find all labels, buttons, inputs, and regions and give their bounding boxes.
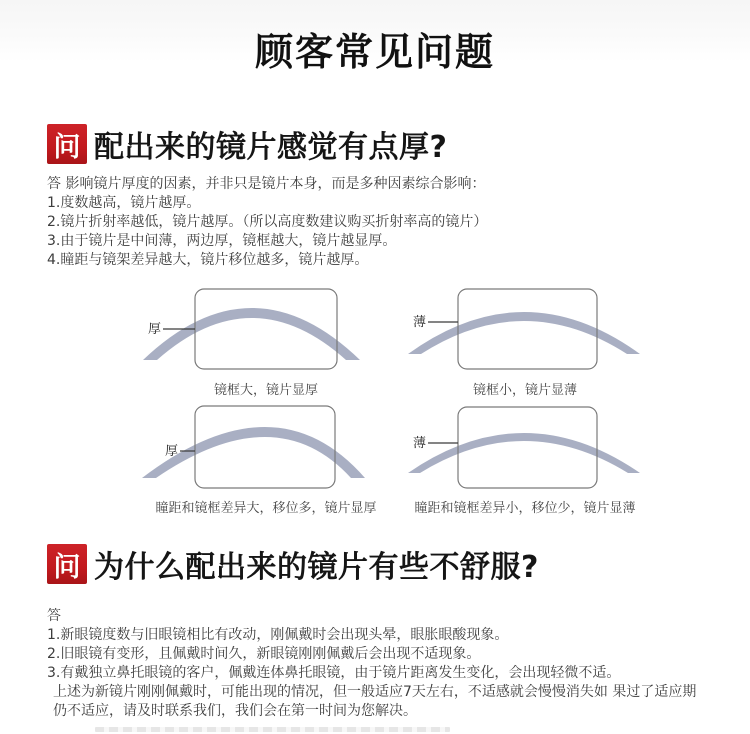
thickness-label: 薄	[413, 436, 427, 451]
diagram-large-frame	[130, 286, 380, 398]
question-1-row	[47, 122, 750, 166]
thickness-label: 厚	[148, 322, 162, 337]
question-2-title: 为什么配出来的镜片有些不舒服?	[94, 550, 539, 585]
answer-1-intro: 答 影响镜片厚度的因素，并非只是镜片本身，而是多种因素综合影响：	[47, 176, 486, 192]
answer-2-item: 1.新眼镜度数与旧眼镜相比有改动，刚佩戴时会出现头晕，眼胀眼酸现象。	[47, 627, 509, 643]
question-badge: 问	[47, 124, 87, 164]
diagram-pd-small-offset	[400, 404, 650, 516]
question-badge: 问	[47, 544, 87, 584]
answer-1-item: 3.由于镜片是中间薄，两边厚，镜框越大，镜片越显厚。	[47, 233, 397, 249]
answer-2-note: 上述为新镜片刚刚佩戴时，可能出现的情况，但一般适应7天左右，不适感就会慢慢消失如 果过了适应期仍不适应，请及时联系我们，我们会在第一时间为您解决。	[53, 684, 697, 719]
answer-1-block	[47, 175, 750, 270]
question-2-row	[47, 542, 750, 586]
thickness-label: 薄	[413, 315, 427, 330]
cutoff-text-remnant	[95, 727, 450, 732]
diagram-caption: 瞳距和镜框差异小，移位少，镜片显薄	[414, 501, 636, 516]
diagram-caption: 镜框小，镜片显薄	[472, 383, 577, 398]
lens-cross-section-icon	[130, 286, 380, 374]
answer-2-label: 答	[47, 608, 61, 624]
thickness-label: 厚	[165, 444, 179, 459]
answer-2-block	[47, 607, 750, 721]
lens-cross-section-icon	[400, 286, 650, 374]
diagram-caption: 瞳距和镜框差异大，移位多，镜片显厚	[155, 501, 377, 516]
answer-1-item: 1.度数越高，镜片越厚。	[47, 195, 201, 211]
page-title: 顾客常见问题	[254, 30, 495, 74]
diagram-small-frame	[400, 286, 650, 398]
answer-2-item: 3.有戴独立鼻托眼镜的客户，佩戴连体鼻托眼镜，由于镜片距离发生变化，会出现轻微不适。	[47, 665, 621, 681]
answer-2-item: 2.旧眼镜有变形，且佩戴时间久，新眼镜刚刚佩戴后会出现不适现象。	[47, 646, 481, 662]
lens-cross-section-icon	[400, 404, 650, 492]
answer-1-item: 2.镜片折射率越低，镜片越厚。（所以高度数建议购买折射率高的镜片）	[47, 214, 488, 230]
diagram-caption: 镜框大，镜片显厚	[213, 383, 318, 398]
lens-diagram-grid	[130, 286, 650, 516]
question-1-title: 配出来的镜片感觉有点厚?	[94, 130, 448, 165]
answer-1-item: 4.瞳距与镜架差异越大，镜片移位越多，镜片越厚。	[47, 252, 369, 268]
diagram-pd-large-offset	[130, 404, 380, 516]
